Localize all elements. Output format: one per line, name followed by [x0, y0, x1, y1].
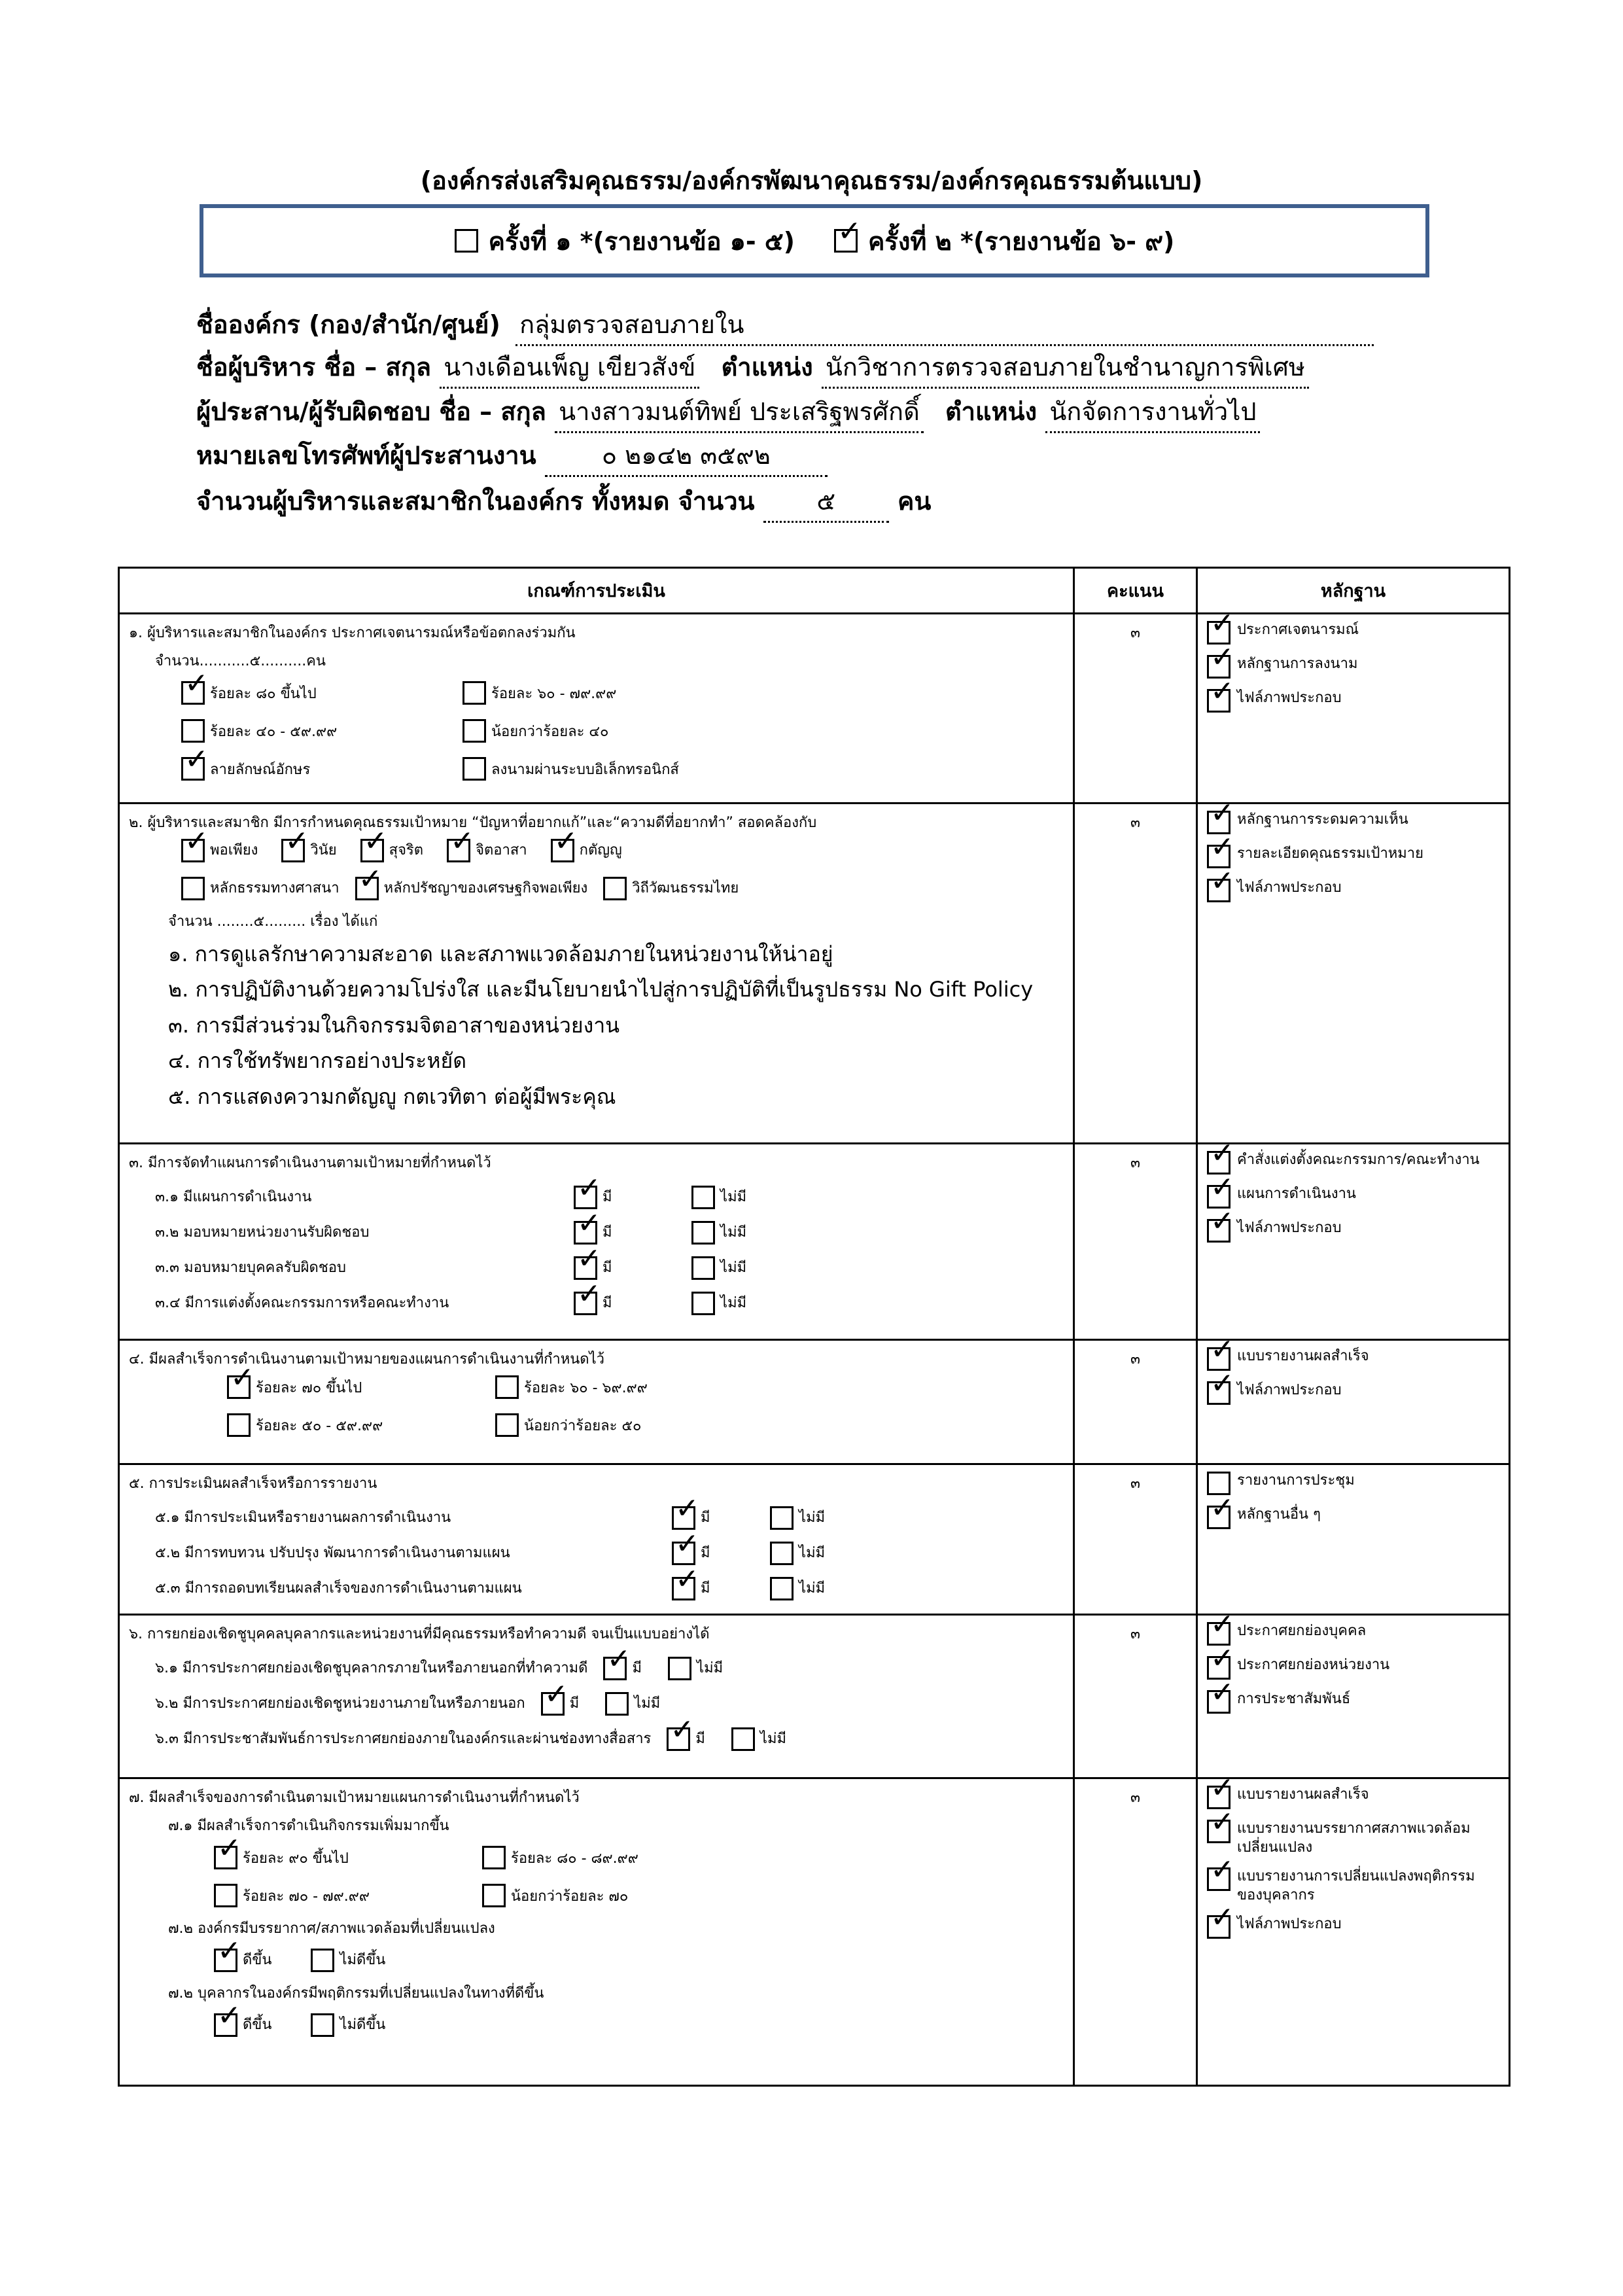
evidence-item[interactable] [1207, 845, 1499, 868]
checkbox[interactable] [667, 1727, 690, 1751]
criteria-cell [119, 1144, 1074, 1340]
no-label: ไม่มี [720, 1259, 747, 1276]
yes-option[interactable] [574, 1292, 685, 1315]
table-row [119, 1464, 1510, 1615]
checkbox[interactable] [227, 1375, 251, 1399]
score-cell: ๓ [1074, 1464, 1197, 1615]
coordinator-name: นางสาวมนต์ทิพย์ ประเสริฐพรศักดิ์ [555, 391, 924, 433]
evidence-item[interactable] [1207, 1219, 1499, 1243]
option-label: พอเพียง [210, 841, 258, 858]
checkbox[interactable] [214, 1846, 237, 1869]
no-option[interactable] [731, 1727, 786, 1751]
evidence-item[interactable] [1207, 879, 1499, 902]
sub-criterion-label: ๖.๓ มีการประชาสัมพันธ์การประกาศยกย่องภายในองค์กรและผ่านช่องทางสื่อสาร [155, 1730, 652, 1747]
score-cell: ๓ [1074, 1778, 1197, 2086]
yes-label: มี [602, 1224, 612, 1241]
checkbox[interactable] [1207, 1506, 1230, 1529]
no-option[interactable] [605, 1692, 660, 1716]
option-label: ร้อยละ ๗๐ - ๗๙.๙๙ [243, 1888, 370, 1905]
evidence-label: หลักฐานอื่น ๆ [1237, 1506, 1321, 1523]
checkbox[interactable] [462, 719, 486, 743]
page-title: (องค์กรส่งเสริมคุณธรรม/องค์กรพัฒนาคุณธรรม/องค์กรคุณธรรมต้นแบบ) [420, 166, 1203, 195]
checkbox[interactable] [672, 1577, 695, 1600]
no-option[interactable] [691, 1221, 746, 1245]
score-cell: ๓ [1074, 804, 1197, 1144]
coordinator-row [196, 391, 1260, 433]
checkbox[interactable] [1207, 1219, 1230, 1243]
checkbox[interactable] [603, 1657, 627, 1680]
evidence-item[interactable] [1207, 1472, 1499, 1495]
option-label: วินัย [310, 841, 337, 858]
no-option[interactable] [691, 1186, 746, 1209]
option-checkbox[interactable] [214, 1846, 482, 1869]
checkbox[interactable] [227, 1413, 251, 1437]
principle-checkbox[interactable] [603, 877, 739, 900]
no-option[interactable] [770, 1506, 825, 1530]
checkbox[interactable] [311, 2013, 334, 2037]
criteria-cell [119, 614, 1074, 804]
yes-label: มี [602, 1188, 612, 1205]
checkbox[interactable] [360, 839, 384, 862]
checkbox[interactable] [731, 1727, 755, 1751]
table-row [119, 804, 1510, 1144]
checkbox[interactable] [691, 1186, 715, 1209]
option-label: น้อยกว่าร้อยละ ๔๐ [491, 723, 609, 740]
criteria-title: ๑. ผู้บริหารและสมาชิกในองค์กร ประกาศเจตนารมณ์หรือข้อตกลงร่วมกัน [129, 625, 576, 641]
checkbox[interactable] [462, 681, 486, 705]
evidence-label: แบบรายงานบรรยากาศสภาพแวดล้อมเปลี่ยนแปลง [1237, 1820, 1471, 1856]
option-label: หลักปรัชญาของเศรษฐกิจพอเพียง [383, 879, 588, 896]
checkbox[interactable] [691, 1256, 715, 1280]
no-label: ไม่มี [799, 1509, 826, 1526]
evidence-item[interactable] [1207, 1151, 1499, 1174]
org-name-value: กลุ่มตรวจสอบภายใน [515, 304, 1374, 346]
sub-criterion-label: ๓.๓ มอบหมายบุคคลรับผิดชอบ [155, 1259, 346, 1276]
option-label: หลักธรรมทางศาสนา [210, 879, 340, 896]
checkbox[interactable] [551, 839, 574, 862]
checkbox[interactable] [1207, 1820, 1230, 1843]
sub-criterion-label: ๖.๑ มีการประกาศยกย่องเชิดชูบุคลากรภายในหรือภายนอกที่ทำความดี [155, 1659, 588, 1676]
no-option[interactable] [691, 1256, 746, 1280]
criteria-header: เกณฑ์การประเมิน [119, 568, 1074, 614]
executive-position: นักวิชาการตรวจสอบภายในชำนาญการพิเศษ [822, 347, 1309, 389]
evidence-item[interactable] [1207, 811, 1499, 834]
evidence-cell [1197, 804, 1510, 1144]
checkbox[interactable] [214, 1949, 237, 1972]
evaluation-table [118, 567, 1510, 2087]
checkbox[interactable] [462, 757, 486, 781]
criteria-cell [119, 804, 1074, 1144]
sub-criterion-label: ๗.๒ บุคลากรในองค์กรมีพฤติกรรมที่เปลี่ยนแปลงในทางที่ดีขึ้น [168, 1985, 544, 2002]
no-option[interactable] [770, 1577, 825, 1600]
principle-checkbox[interactable] [181, 877, 340, 900]
option-label: ร้อยละ ๖๐ - ๗๙.๙๙ [491, 685, 617, 702]
evidence-cell [1197, 1615, 1510, 1778]
no-option[interactable] [668, 1657, 723, 1680]
table-row [119, 1340, 1510, 1464]
evidence-label: แผนการดำเนินงาน [1237, 1186, 1356, 1202]
checkbox[interactable] [482, 1884, 506, 1907]
score-header: คะแนน [1074, 568, 1197, 614]
score-cell: ๓ [1074, 1615, 1197, 1778]
checkbox[interactable] [1207, 689, 1230, 713]
checkbox[interactable] [482, 1846, 506, 1869]
checkbox[interactable] [770, 1542, 794, 1565]
evidence-item[interactable] [1207, 1622, 1499, 1646]
round-2-checkbox[interactable] [834, 229, 858, 253]
principle-checkbox[interactable] [355, 877, 588, 900]
evidence-cell [1197, 1144, 1510, 1340]
option-checkbox[interactable] [227, 1413, 495, 1437]
list-item: ๕. การแสดงความกตัญญู กตเวทิตา ต่อผู้มีพระคุณ [168, 1084, 616, 1109]
member-count-unit: คน [898, 487, 932, 516]
criteria-cell [119, 1615, 1074, 1778]
sub-criterion-label: ๗.๑ มีผลสำเร็จการดำเนินกิจกรรมเพิ่มมากขึ้น [168, 1818, 449, 1834]
no-label: ไม่มี [759, 1730, 786, 1747]
option-label: ร้อยละ ๔๐ - ๕๙.๙๙ [210, 723, 338, 740]
checkbox[interactable] [495, 1375, 519, 1399]
yes-label: มี [569, 1695, 580, 1712]
option-label: ลงนามผ่านระบบอิเล็กทรอนิกส์ [491, 761, 679, 778]
checkbox[interactable] [603, 877, 627, 900]
checkbox[interactable] [770, 1577, 794, 1600]
checkbox[interactable] [181, 757, 205, 781]
checkbox[interactable] [181, 839, 205, 862]
yes-option[interactable] [541, 1692, 580, 1716]
checkbox[interactable] [214, 2013, 237, 2037]
no-label: ไม่มี [799, 1580, 826, 1597]
evidence-item[interactable] [1207, 1347, 1499, 1371]
list-item: ๔. การใช้ทรัพยากรอย่างประหยัด [168, 1048, 466, 1074]
option-label: ไม่ดีขึ้น [340, 1951, 386, 1968]
evidence-item[interactable] [1207, 655, 1499, 679]
no-label: ไม่มี [697, 1659, 724, 1676]
evidence-item[interactable] [1207, 1867, 1499, 1905]
checkbox[interactable] [668, 1657, 691, 1680]
checkbox[interactable] [541, 1692, 565, 1716]
evidence-label: ไฟล์ภาพประกอบ [1237, 690, 1342, 706]
virtue-count-text: จำนวน ........๕......... เรื่อง ได้แก่ [168, 913, 378, 930]
sub-criterion-label: ๖.๒ มีการประกาศยกย่องเชิดชูหน่วยงานภายในหรือภายนอก [155, 1695, 525, 1712]
checkbox[interactable] [1207, 1915, 1230, 1939]
member-count-label: จำนวนผู้บริหารและสมาชิกในองค์กร ทั้งหมด จำนวน [196, 487, 755, 516]
phone-row [196, 435, 828, 477]
evidence-item[interactable] [1207, 1381, 1499, 1405]
org-name-label: ชื่อองค์กร (กอง/สำนัก/ศูนย์) [196, 310, 500, 339]
virtue-checkbox[interactable] [181, 839, 258, 862]
no-option[interactable] [770, 1542, 825, 1565]
evidence-item[interactable] [1207, 1656, 1499, 1680]
evidence-label: ไฟล์ภาพประกอบ [1237, 879, 1342, 896]
round-2-label: ครั้งที่ ๒ *(รายงานข้อ ๖- ๙) [868, 226, 1175, 256]
evidence-item[interactable] [1207, 689, 1499, 713]
table-row [119, 1778, 1510, 2086]
evidence-label: ประกาศเจตนารมณ์ [1237, 622, 1359, 638]
phone-label: หมายเลขโทรศัพท์ผู้ประสานงาน [196, 441, 536, 470]
evidence-label: แบบรายงานผลสำเร็จ [1237, 1786, 1369, 1803]
sub-criterion-label: ๓.๒ มอบหมายหน่วยงานรับผิดชอบ [155, 1224, 370, 1241]
checkbox[interactable] [281, 839, 305, 862]
option-label: ดีขึ้น [243, 2016, 272, 2033]
evidence-label: หลักฐานการลงนาม [1237, 656, 1358, 672]
checkbox[interactable] [181, 719, 205, 743]
option-checkbox[interactable] [181, 719, 462, 743]
table-row [119, 1615, 1510, 1778]
evidence-item[interactable] [1207, 621, 1499, 645]
score-cell: ๓ [1074, 1144, 1197, 1340]
checkbox[interactable] [691, 1221, 715, 1245]
criteria-title: ๓. มีการจัดทำแผนการดำเนินงานตามเป้าหมายที่กำหนดไว้ [129, 1155, 491, 1171]
round-2-option[interactable] [834, 221, 1174, 261]
option-label: สุจริต [389, 841, 424, 858]
option-checkbox[interactable] [462, 719, 790, 743]
option-checkbox[interactable] [181, 757, 462, 781]
option-label: กตัญญู [579, 841, 622, 858]
yes-label: มี [632, 1659, 642, 1676]
no-label: ไม่มี [799, 1544, 826, 1561]
virtue-checkbox[interactable] [281, 839, 336, 862]
option-checkbox[interactable] [311, 1949, 385, 1972]
checkbox[interactable] [574, 1221, 597, 1245]
option-label: น้อยกว่าร้อยละ ๗๐ [511, 1888, 629, 1905]
sub-criterion-label: ๗.๒ องค์กรมีบรรยากาศ/สภาพแวดล้อมที่เปลี่ยนแปลง [168, 1920, 495, 1937]
yes-option[interactable] [603, 1657, 642, 1680]
member-count-text: จำนวน...........๕..........คน [155, 653, 326, 669]
no-label: ไม่มี [720, 1294, 747, 1311]
option-label: จิตอาสา [476, 841, 527, 858]
phone-value: ๐ ๒๑๔๒ ๓๕๙๒ [545, 435, 828, 477]
criteria-title: ๖. การยกย่องเชิดชูบุคคลบุคลากรและหน่วยงานที่มีคุณธรรมหรือทำความดี จนเป็นแบบอย่างได้ [129, 1626, 710, 1642]
checkbox[interactable] [1207, 1690, 1230, 1714]
option-checkbox[interactable] [214, 1884, 482, 1907]
checkbox[interactable] [605, 1692, 629, 1716]
criteria-title: ๕. การประเมินผลสำเร็จหรือการรายงาน [129, 1475, 377, 1492]
checkbox[interactable] [672, 1542, 695, 1565]
sub-criterion-label: ๕.๒ มีการทบทวน ปรับปรุง พัฒนาการดำเนินงานตามแผน [155, 1544, 510, 1561]
checkbox[interactable] [495, 1413, 519, 1437]
evidence-cell [1197, 1778, 1510, 2086]
checkbox[interactable] [1207, 879, 1230, 902]
executive-label: ชื่อผู้บริหาร ชื่อ – สกุล [196, 353, 431, 381]
sub-criterion-label: ๓.๔ มีการแต่งตั้งคณะกรรมการหรือคณะทำงาน [155, 1294, 449, 1311]
evidence-item[interactable] [1207, 1185, 1499, 1209]
evidence-label: คำสั่งแต่งตั้งคณะกรรมการ/คณะทำงาน [1237, 1152, 1480, 1168]
checkbox[interactable] [1207, 1381, 1230, 1405]
option-label: ร้อยละ ๕๐ - ๕๙.๙๙ [256, 1417, 383, 1434]
coordinator-label: ผู้ประสาน/ผู้รับผิดชอบ ชื่อ – สกุล [196, 397, 546, 426]
checkbox[interactable] [311, 1949, 334, 1972]
yes-label: มี [602, 1259, 612, 1276]
option-checkbox[interactable] [495, 1375, 822, 1399]
option-checkbox[interactable] [482, 1884, 809, 1907]
checkbox[interactable] [574, 1256, 597, 1280]
option-checkbox[interactable] [214, 1949, 271, 1972]
score-cell: ๓ [1074, 614, 1197, 804]
round-1-checkbox[interactable] [455, 229, 478, 253]
round-1-label: ครั้งที่ ๑ *(รายงานข้อ ๑- ๕) [488, 226, 795, 256]
option-checkbox[interactable] [462, 681, 790, 705]
list-item: ๒. การปฏิบัติงานด้วยความโปร่งใส และมีนโยบายนำไปสู่การปฏิบัติที่เป็นรูปธรรม No Gift Policy [168, 977, 1034, 1002]
checkbox[interactable] [672, 1506, 695, 1530]
evidence-item[interactable] [1207, 1786, 1499, 1809]
virtue-checkbox[interactable] [360, 839, 423, 862]
executive-name: นางเดือนเพ็ญ เขียวสังข์ [440, 347, 699, 389]
checkbox[interactable] [1207, 1867, 1230, 1891]
yes-option[interactable] [672, 1542, 763, 1565]
yes-option[interactable] [574, 1221, 685, 1245]
evidence-label: ประกาศยกย่องบุคคล [1237, 1623, 1367, 1639]
option-label: ร้อยละ ๘๐ - ๘๙.๙๙ [511, 1850, 638, 1867]
option-label: ร้อยละ ๘๐ ขึ้นไป [210, 685, 317, 702]
list-item: ๓. การมีส่วนร่วมในกิจกรรมจิตอาสาของหน่วยงาน [168, 1012, 620, 1038]
option-label: ร้อยละ ๗๐ ขึ้นไป [256, 1379, 362, 1396]
evidence-cell [1197, 1464, 1510, 1615]
report-round-box [200, 204, 1429, 277]
checkbox[interactable] [574, 1186, 597, 1209]
yes-option[interactable] [574, 1186, 685, 1209]
coordinator-position-label: ตำแหน่ง [945, 397, 1038, 426]
option-label: ร้อยละ ๖๐ - ๖๙.๙๙ [524, 1379, 648, 1396]
evidence-label: รายงานการประชุม [1237, 1472, 1355, 1489]
option-checkbox[interactable] [311, 2013, 385, 2037]
option-checkbox[interactable] [214, 2013, 271, 2037]
table-header-row [119, 568, 1510, 614]
executive-row [196, 347, 1309, 389]
no-label: ไม่มี [634, 1695, 661, 1712]
yes-option[interactable] [672, 1577, 763, 1600]
evidence-label: ไฟล์ภาพประกอบ [1237, 1220, 1342, 1236]
table-row [119, 614, 1510, 804]
option-label: ร้อยละ ๙๐ ขึ้นไป [243, 1850, 349, 1867]
yes-label: มี [701, 1509, 710, 1526]
round-1-option[interactable] [455, 221, 795, 261]
option-label: ไม่ดีขึ้น [340, 2016, 386, 2033]
checkbox[interactable] [770, 1506, 794, 1530]
checkbox[interactable] [181, 681, 205, 705]
option-checkbox[interactable] [462, 757, 790, 781]
evidence-label: แบบรายงานการเปลี่ยนแปลงพฤติกรรมของบุคลากร [1237, 1868, 1475, 1903]
evidence-item[interactable] [1207, 1690, 1499, 1714]
no-label: ไม่มี [720, 1188, 747, 1205]
evidence-cell [1197, 614, 1510, 804]
criteria-cell [119, 1340, 1074, 1464]
executive-position-label: ตำแหน่ง [721, 353, 813, 381]
yes-label: มี [602, 1294, 612, 1311]
evidence-item[interactable] [1207, 1820, 1499, 1857]
checkbox[interactable] [355, 877, 379, 900]
evidence-label: ไฟล์ภาพประกอบ [1237, 1916, 1342, 1933]
option-checkbox[interactable] [482, 1846, 809, 1869]
sub-criterion-label: ๕.๓ มีการถอดบทเรียนผลสำเร็จของการดำเนินงานตามแผน [155, 1580, 522, 1597]
criteria-title: ๗. มีผลสำเร็จของการดำเนินตามเป้าหมายแผนการดำเนินงานที่กำหนดไว้ [129, 1790, 580, 1806]
list-item: ๑. การดูแลรักษาความสะอาด และสภาพแวดล้อมภายในหน่วยงานให้น่าอยู่ [168, 942, 833, 966]
evidence-item[interactable] [1207, 1506, 1499, 1529]
criteria-cell [119, 1778, 1074, 2086]
checkbox[interactable] [574, 1292, 597, 1315]
member-count-value: ๕ [763, 481, 889, 523]
no-label: ไม่มี [720, 1224, 747, 1241]
option-checkbox[interactable] [227, 1375, 495, 1399]
no-option[interactable] [691, 1292, 746, 1315]
option-checkbox[interactable] [495, 1413, 822, 1437]
table-row [119, 1144, 1510, 1340]
option-label: ลายลักษณ์อักษร [210, 761, 311, 778]
evidence-label: รายละเอียดคุณธรรมเป้าหมาย [1237, 845, 1424, 862]
yes-option[interactable] [667, 1727, 705, 1751]
evidence-label: ประกาศยกย่องหน่วยงาน [1237, 1657, 1390, 1673]
criteria-cell [119, 1464, 1074, 1615]
yes-option[interactable] [574, 1256, 685, 1280]
option-label: น้อยกว่าร้อยละ ๕๐ [524, 1417, 642, 1434]
score-cell: ๓ [1074, 1340, 1197, 1464]
evidence-label: การประชาสัมพันธ์ [1237, 1691, 1351, 1707]
evidence-item[interactable] [1207, 1915, 1499, 1939]
option-label: ดีขึ้น [243, 1951, 272, 1968]
evidence-label: ไฟล์ภาพประกอบ [1237, 1382, 1342, 1398]
checkbox[interactable] [181, 877, 205, 900]
yes-label: มี [695, 1730, 705, 1747]
checkbox[interactable] [214, 1884, 237, 1907]
member-count-row [196, 481, 931, 523]
evidence-header: หลักฐาน [1197, 568, 1510, 614]
checkbox[interactable] [447, 839, 470, 862]
org-name-row [196, 304, 1374, 346]
option-checkbox[interactable] [181, 681, 462, 705]
evidence-label: หลักฐานการระดมความเห็น [1237, 811, 1408, 828]
yes-label: มี [701, 1544, 710, 1561]
checkbox[interactable] [691, 1292, 715, 1315]
yes-label: มี [701, 1580, 710, 1597]
coordinator-position: นักจัดการงานทั่วไป [1045, 391, 1260, 433]
evidence-label: แบบรายงานผลสำเร็จ [1237, 1348, 1369, 1364]
yes-option[interactable] [672, 1506, 763, 1530]
evidence-cell [1197, 1340, 1510, 1464]
sub-criterion-label: ๕.๑ มีการประเมินหรือรายงานผลการดำเนินงาน [155, 1509, 451, 1526]
sub-criterion-label: ๓.๑ มีแผนการดำเนินงาน [155, 1188, 312, 1205]
criteria-title: ๒. ผู้บริหารและสมาชิก มีการกำหนดคุณธรรมเป้าหมาย “ปัญหาที่อยากแก้”และ“ความดีที่อยากทำ” สอดคล้องกับ [129, 815, 817, 831]
virtue-checkbox[interactable] [447, 839, 527, 862]
option-label: วิถีวัฒนธรรมไทย [632, 879, 739, 896]
virtue-checkbox[interactable] [551, 839, 622, 862]
criteria-title: ๔. มีผลสำเร็จการดำเนินงานตามเป้าหมายของแผนการดำเนินงานที่กำหนดไว้ [129, 1351, 604, 1368]
